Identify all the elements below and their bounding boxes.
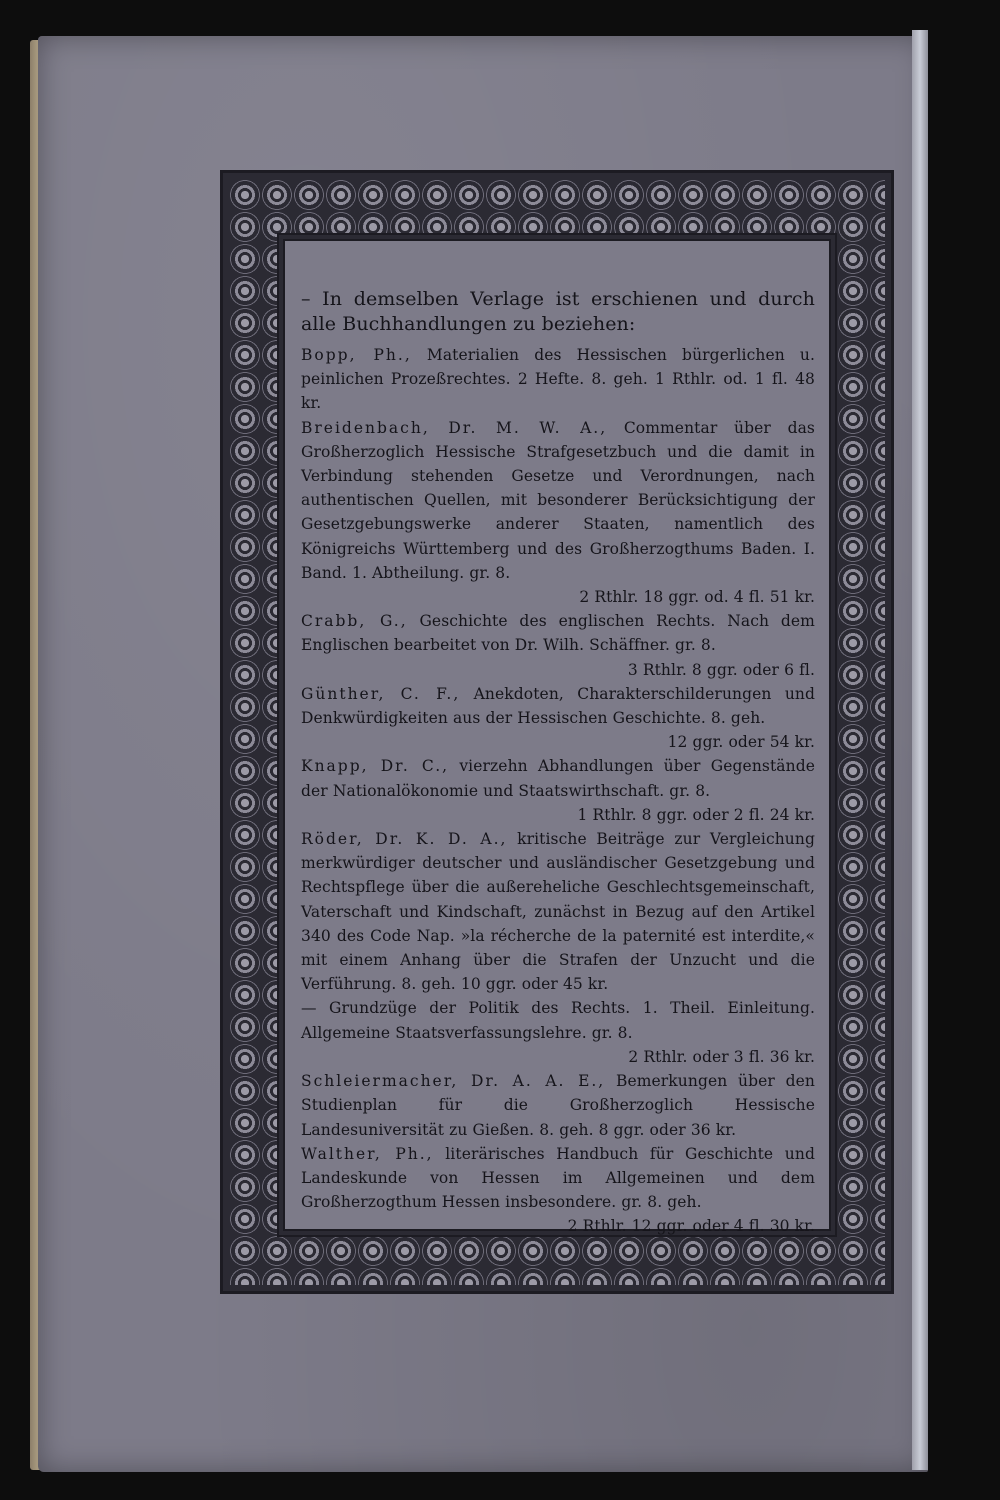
entry-description: Commentar über das Großherzoglich Hessische Strafgesetzbuch und die damit in Verbindung stehenden Gesetze und Verordnungen, nach authentischen Quellen, mit besonderer Berücksichtigung der Gesetzgebungswerke anderer Staaten, namentlich des Königreichs Württemberg und des Großherzogthums Baden. I. Band. 1. Abtheilung. gr. 8. xyxy=(301,418,815,582)
entry-author: Günther, C. F., xyxy=(301,684,461,703)
advertisement-heading: – In demselben Verlage ist erschienen und durch alle Buchhandlungen zu beziehen: xyxy=(301,288,815,335)
advertisement-panel xyxy=(283,239,831,1236)
entry-author: Schleiermacher, Dr. A. A. E., xyxy=(301,1072,606,1091)
book-entry xyxy=(301,827,815,996)
book-entry xyxy=(301,1142,815,1239)
entry-author: Crabb, G., xyxy=(301,612,408,631)
entry-author: Breidenbach, Dr. M. W. A., xyxy=(301,418,608,437)
spine-edge xyxy=(912,30,928,1470)
entry-author: Knapp, Dr. C., xyxy=(301,757,450,776)
entry-description: Bemerkungen über den Studienplan für die Großherzoglich Hessische Landesuniversität zu Gießen. 8. geh. 8 ggr. oder 36 kr. xyxy=(301,1072,815,1139)
entry-author: Bopp, Ph., xyxy=(301,346,412,364)
entry-author: Walther, Ph., xyxy=(301,1144,434,1163)
entry-description: Grundzüge der Politik des Rechts. 1. Theil. Einleitung. Allgemeine Staatsverfassungslehre. gr. 8. xyxy=(301,999,815,1042)
advertisement-text xyxy=(301,287,815,1239)
book-entry xyxy=(301,343,815,416)
ornamental-border-frame xyxy=(220,170,894,1294)
entry-price: 3 Rthlr. 8 ggr. oder 6 fl. xyxy=(627,660,815,679)
book-entry xyxy=(301,609,815,682)
entry-price: 12 ggr. oder 54 kr. xyxy=(667,733,815,752)
entry-description: literärisches Handbuch für Geschichte und Landeskunde von Hessen im Allgemeinen und dem Großherzogthum Hessen insbesondere. gr. 8. geh. xyxy=(301,1144,815,1212)
entry-description: vierzehn Abhandlungen über Gegenstände der Nationalökonomie und Staatswirthschaft. gr. 8. xyxy=(301,757,816,800)
book-entry xyxy=(301,1069,815,1142)
entry-price: 2 Rthlr. oder 3 fl. 36 kr. xyxy=(628,1047,815,1066)
book-entry xyxy=(301,682,815,755)
entry-author: — xyxy=(301,999,317,1018)
entry-price: 1 Rthlr. 8 ggr. oder 2 fl. 24 kr. xyxy=(577,805,815,824)
entry-price: 2 Rthlr. 12 ggr. oder 4 fl. 30 kr. xyxy=(567,1217,815,1236)
entry-description: kritische Beiträge zur Vergleichung merkwürdiger deutscher und ausländischer Gesetzgebung und Rechtspflege über die außereheliche Geschlechtsgemeinschaft, Vaterschaft und Kindschaft, zunächst in Bezug auf den Artikel 340 des Code Nap. »la récherche de la paternité est interdite,« mit einem Anhang über die Strafen der Unzucht und die Verführung. 8. geh. 10 ggr. oder 45 kr. xyxy=(301,830,815,994)
entry-author: Röder, Dr. K. D. A., xyxy=(301,830,508,849)
entry-description: Anekdoten, Charakterschilderungen und Denkwürdigkeiten aus der Hessischen Geschichte. 8. geh. xyxy=(301,684,816,728)
entry-price: 2 Rthlr. 18 ggr. od. 4 fl. 51 kr. xyxy=(579,588,815,607)
book-entry xyxy=(301,754,815,827)
book-entry xyxy=(301,996,815,1069)
entry-description: Geschichte des englischen Rechts. Nach dem Englischen bearbeitet von Dr. Wilh. Schäffner. gr. 8. xyxy=(301,612,815,655)
entry-description: Materialien des Hessischen bürgerlichen u. peinlichen Prozeßrechtes. 2 Hefte. 8. geh. 1 Rthlr. od. 1 fl. 48 kr. xyxy=(301,346,816,413)
book-entry xyxy=(301,416,815,610)
